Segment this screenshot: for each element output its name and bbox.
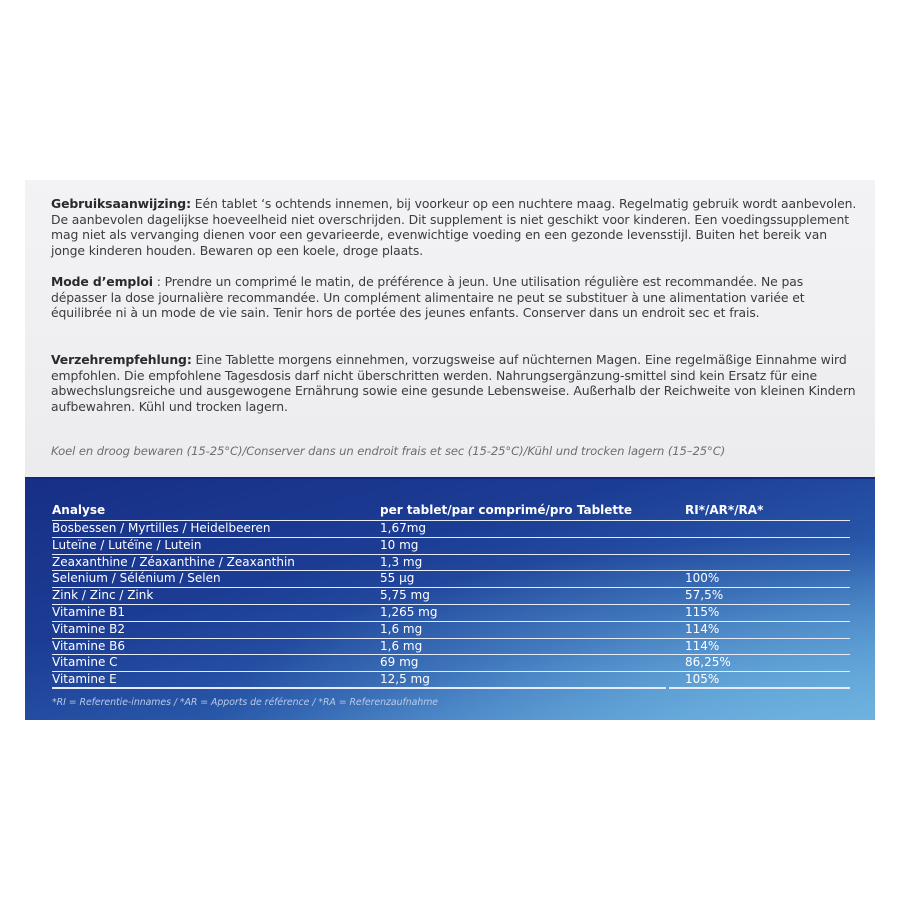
ingredient-name: Selenium / Sélénium / Selen bbox=[52, 571, 221, 586]
ingredient-name: Bosbessen / Myrtilles / Heidelbeeren bbox=[52, 521, 271, 535]
instructions-dutch bbox=[51, 196, 861, 258]
ingredient-amount: 5,75 mg bbox=[380, 588, 430, 603]
ingredient-amount: 1,265 mg bbox=[380, 604, 438, 619]
nutrition-panel bbox=[25, 477, 875, 720]
package-label bbox=[25, 180, 875, 720]
ingredient-name: Zeaxanthine / Zéaxanthine / Zeaxanthin bbox=[52, 554, 295, 569]
ingredient-ri: 100% bbox=[685, 571, 720, 586]
ingredient-name: Vitamine E bbox=[52, 672, 117, 687]
ingredient-amount: 10 mg bbox=[380, 537, 419, 552]
ingredient-ri: 57,5% bbox=[685, 588, 724, 603]
instructions-german-heading: Verzehrempfehlung: bbox=[51, 352, 192, 367]
header-analysis: Analyse bbox=[52, 503, 106, 517]
ingredient-amount: 55 µg bbox=[380, 571, 415, 586]
instructions-french-text: : Prendre un comprimé le matin, de préférence à jeun. Une utilisation régulière est recommandée. Ne pas dépasser la dose journalière recommandée. Un complément alimentaire ne peut se substituer à une alimentation variée et équilibrée ni à un mode de vie sain. Tenir hors de portée des jeunes enfants. Conserver dans un endroit sec et frais. bbox=[51, 274, 805, 321]
table-row bbox=[52, 639, 850, 656]
instructions-french bbox=[51, 274, 861, 321]
table-row bbox=[52, 655, 850, 672]
table-row bbox=[52, 605, 850, 622]
ingredient-amount: 1,6 mg bbox=[380, 638, 423, 653]
table-row bbox=[52, 521, 850, 538]
table-row bbox=[52, 672, 850, 689]
row-divider bbox=[52, 687, 666, 689]
instructions-dutch-heading: Gebruiksaanwijzing: bbox=[51, 196, 191, 211]
instructions-section bbox=[25, 180, 875, 477]
ingredient-name: Vitamine B2 bbox=[52, 621, 126, 636]
row-divider bbox=[669, 687, 850, 689]
table-header bbox=[52, 503, 850, 521]
ingredient-ri: 114% bbox=[685, 621, 720, 636]
table-row bbox=[52, 588, 850, 605]
ingredient-name: Vitamine C bbox=[52, 655, 118, 670]
ingredient-amount: 69 mg bbox=[380, 655, 419, 670]
instructions-french-heading: Mode d’emploi bbox=[51, 274, 153, 289]
reference-intake-footnote: *RI = Referentie-innames / *AR = Apports de référence / *RA = Referenzaufnahme bbox=[52, 697, 439, 708]
ingredient-ri: 114% bbox=[685, 638, 720, 653]
header-reference-intake: RI*/AR*/RA* bbox=[685, 503, 764, 517]
ingredient-ri: 105% bbox=[685, 672, 720, 687]
ingredient-ri: 115% bbox=[685, 604, 720, 619]
ingredient-amount: 12,5 mg bbox=[380, 672, 430, 687]
header-per-tablet: per tablet/par comprimé/pro Tablette bbox=[380, 503, 633, 517]
table-row bbox=[52, 538, 850, 555]
nutrition-table bbox=[52, 503, 850, 689]
ingredient-amount: 1,67mg bbox=[380, 521, 427, 535]
storage-note: Koel en droog bewaren (15-25°C)/Conserver dans un endroit frais et sec (15-25°C)/Kühl und trocken lagern (15–25°C) bbox=[51, 444, 726, 458]
table-row bbox=[52, 555, 850, 572]
table-row bbox=[52, 622, 850, 639]
instructions-german-text: Eine Tablette morgens einnehmen, vorzugsweise auf nüchternen Magen. Eine regelmäßige Einnahme wird empfohlen. Die empfohlene Tagesdosis darf nicht überschritten werden. Nahrungsergänzung-smittel sind kein Ersatz für eine abwechslungsreiche und ausgewogene Ernährung sowie eine gesunde Lebensweise. Außerhalb der Reichweite von kleinen Kindern aufbewahren. Kühl und trocken lagern. bbox=[51, 352, 856, 414]
ingredient-name: Luteïne / Lutéïne / Lutein bbox=[52, 537, 202, 552]
ingredient-ri: 86,25% bbox=[685, 655, 731, 670]
ingredient-name: Vitamine B6 bbox=[52, 638, 126, 653]
table-row bbox=[52, 571, 850, 588]
ingredient-amount: 1,6 mg bbox=[380, 621, 423, 636]
ingredient-name: Zink / Zinc / Zink bbox=[52, 588, 154, 603]
ingredient-amount: 1,3 mg bbox=[380, 554, 423, 569]
instructions-german bbox=[51, 352, 861, 414]
ingredient-name: Vitamine B1 bbox=[52, 604, 126, 619]
instructions-dutch-text: Eén tablet ‘s ochtends innemen, bij voorkeur op een nuchtere maag. Regelmatig gebruik wordt aanbevolen. De aanbevolen dagelijkse hoeveelheid niet overschrijden. Dit supplement is niet geschikt voor kinderen. Een voedingssupplement mag niet als vervanging dienen voor een gevarieerde, evenwichtige voeding en een gezonde levensstijl. Buiten het bereik van jonge kinderen houden. Bewaren op een koele, droge plaats. bbox=[51, 196, 857, 258]
